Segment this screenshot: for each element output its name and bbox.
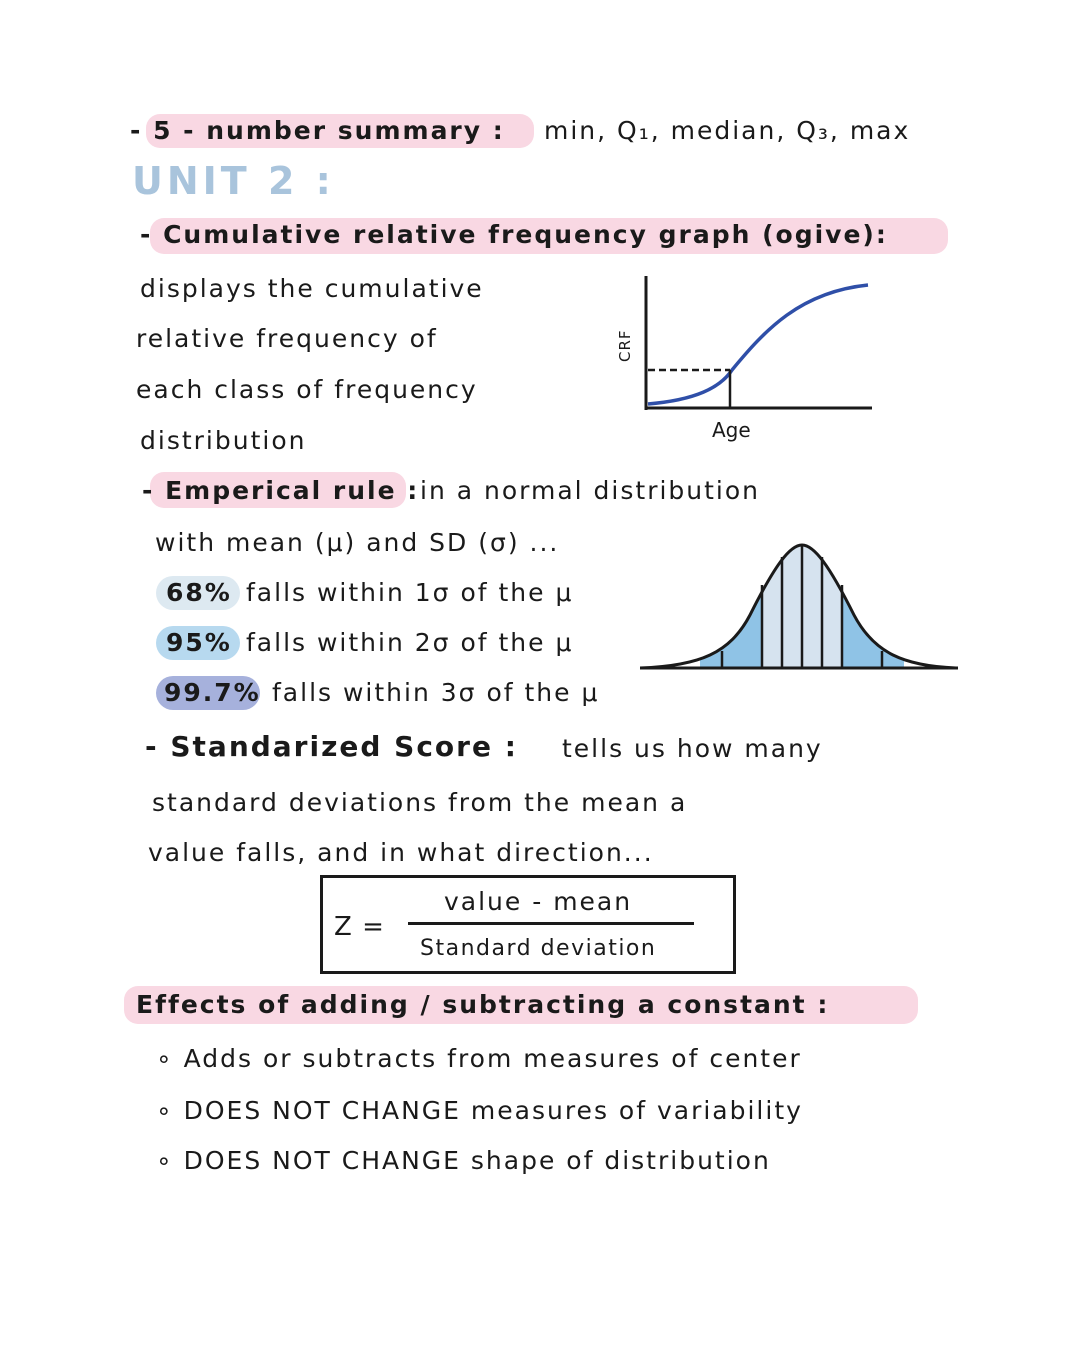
empirical-99-7-text: falls within 3σ of the μ [272,678,600,707]
z-formula-fraction-bar [408,922,694,925]
z-formula-denominator: Standard deviation [420,936,657,961]
ogive-curve [648,285,868,404]
ogive-x-label: Age [712,418,751,442]
standardized-score-def-2: standard deviations from the mean a [152,788,688,817]
unit-heading: UNIT 2 : [132,159,335,203]
empirical-95-text: falls within 2σ of the μ [246,628,574,657]
effects-item-variability: ∘ DOES NOT CHANGE measures of variability [156,1096,803,1125]
bell-tail-right [842,535,904,668]
crf-term: - Cumulative relative frequency graph (ogive): [140,220,888,249]
normal-distribution-curve [640,535,960,675]
z-formula-lhs: Z = [334,912,385,942]
crf-definition-line-2: relative frequency of [136,324,438,353]
empirical-68-percent: 68% [166,578,232,607]
empirical-68-text: falls within 1σ of the μ [246,578,574,607]
crf-definition-line-1: displays the cumulative [140,274,484,303]
empirical-99-7-percent: 99.7% [164,678,261,707]
ogive-y-label: CRF [616,329,634,362]
effects-item-center: ∘ Adds or subtracts from measures of center [156,1044,802,1073]
ogive-graph [600,270,890,450]
empirical-term: - Emperical rule : [142,476,420,505]
crf-definition-line-4: distribution [140,426,307,455]
empirical-mean-sd: with mean (μ) and SD (σ) ... [155,528,560,557]
crf-definition-line-3: each class of frequency [136,375,478,404]
standardized-score-term: - Standarized Score : [145,730,518,763]
effects-term: Effects of adding / subtracting a constant : [136,990,830,1019]
effects-item-shape: ∘ DOES NOT CHANGE shape of distribution [156,1146,771,1175]
standardized-score-def-1: tells us how many [562,734,823,763]
standardized-score-def-3: value falls, and in what direction... [148,838,654,867]
z-formula-numerator: value - mean [444,887,633,916]
empirical-definition: in a normal distribution [420,476,761,505]
five-number-definition: min, Q₁, median, Q₃, max [544,116,911,145]
empirical-95-percent: 95% [166,628,232,657]
five-number-term: - 5 - number summary : [130,116,505,145]
bell-tail-left [700,535,762,668]
